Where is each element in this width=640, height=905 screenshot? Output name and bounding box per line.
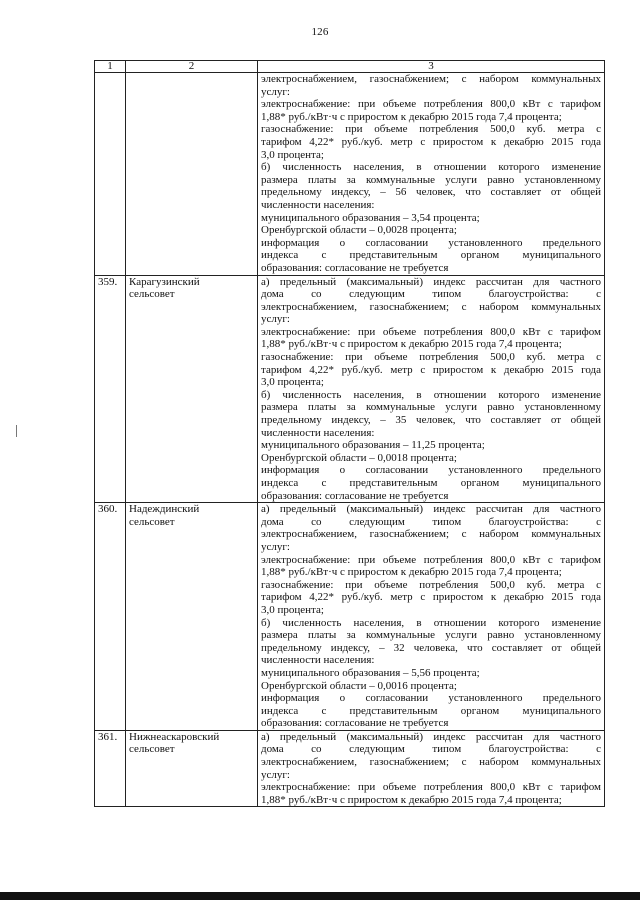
description-line: электроснабжением, газоснабжением; с набором коммунальных [261,300,601,313]
description-line: б) численность населения, в отношении которого изменение [261,616,601,629]
index-description [258,275,605,503]
description-line: а) предельный (максимальный) индекс рассчитан для частного [261,730,601,743]
description-line: 1,88* руб./кВт·ч с приростом к декабрю 2015 года 7,4 процента; [261,566,562,579]
municipality-name-line: Карагузинский [129,275,200,288]
description-line: информация о согласовании установленного предельного [261,464,601,477]
description-line: Оренбургской области – 0,0018 процента; [261,451,457,464]
row-number: 361. [95,730,126,807]
column-header-1: 1 [95,61,126,73]
description-line: предельному индексу, – 56 человек, что составляет от общей [261,186,601,199]
municipality-name-line: сельсовет [129,743,175,756]
description-line: электроснабжение: при объеме потребления 800,0 кВт с тарифом [261,781,601,794]
description-line: б) численность населения, в отношении которого изменение [261,388,601,401]
municipality-name [126,73,258,276]
description-line: б) численность населения, в отношении которого изменение [261,161,601,174]
index-description [258,730,605,807]
description-line: муниципального образования – 11,25 процента; [261,439,485,452]
description-line: газоснабжение: при объеме потребления 500,0 куб. метра с [261,578,601,591]
table-row [95,275,605,503]
description-line: предельному индексу, – 32 человека, что составляет от общей [261,641,601,654]
row-number: 360. [95,503,126,731]
description-line: электроснабжением, газоснабжением; с набором коммунальных [261,73,601,85]
description-line: предельному индексу, – 35 человек, что составляет от общей [261,414,601,427]
table-row [95,730,605,807]
table-row [95,73,605,276]
scan-border-bottom [0,892,640,900]
table-row [95,503,605,731]
description-line: 1,88* руб./кВт·ч с приростом к декабрю 2015 года 7,4 процента; [261,110,562,123]
description-line: тарифом 4,22* руб./куб. метр с приростом к декабрю 2015 года [261,591,601,604]
municipality-name [126,275,258,503]
table-header-row [95,61,605,73]
municipality-name-line: сельсовет [129,288,175,301]
description-line: размера платы за коммунальные услуги равно установленному [261,401,601,414]
page-number: 126 [311,26,329,38]
description-line: услуг: [261,313,290,326]
description-line: электроснабжение: при объеме потребления 800,0 кВт с тарифом [261,325,601,338]
description-line: численности населения: [261,198,375,211]
table-body [95,73,605,807]
description-line: услуг: [261,768,290,781]
description-line: информация о согласовании установленного предельного [261,236,601,249]
description-line: 3,0 процента; [261,603,324,616]
description-line: муниципального образования – 5,56 процента; [261,666,480,679]
description-line: дома со следующим типом благоустройства: с [261,743,601,756]
scan-mark [16,425,17,437]
description-line: индекса с представительным органом муниципального [261,249,601,262]
municipality-name-line: Надеждинский [129,503,200,516]
row-number: 359. [95,275,126,503]
description-line: газоснабжение: при объеме потребления 500,0 куб. метра с [261,123,601,136]
description-line: электроснабжением, газоснабжением; с набором коммунальных [261,528,601,541]
description-line: Оренбургской области – 0,0028 процента; [261,224,457,237]
municipality-name [126,730,258,807]
description-line: тарифом 4,22* руб./куб. метр с приростом к декабрю 2015 года [261,363,601,376]
description-line: информация о согласовании установленного предельного [261,692,601,705]
column-header-3: 3 [258,61,605,73]
municipality-name [126,503,258,731]
description-line: а) предельный (максимальный) индекс рассчитан для частного [261,503,601,516]
description-line: Оренбургской области – 0,0016 процента; [261,679,457,692]
description-line: размера платы за коммунальные услуги равно установленному [261,173,601,186]
description-line: 1,88* руб./кВт·ч с приростом к декабрю 2015 года 7,4 процента; [261,793,562,806]
description-line: размера платы за коммунальные услуги равно установленному [261,629,601,642]
row-number [95,73,126,276]
description-line: электроснабжением, газоснабжением; с набором коммунальных [261,756,601,769]
description-line: индекса с представительным органом муниципального [261,477,601,489]
column-header-2: 2 [126,61,258,73]
description-line: а) предельный (максимальный) индекс рассчитан для частного [261,275,601,288]
description-line: индекса с представительным органом муниципального [261,704,601,717]
municipality-name-line: Нижнеаскаровский [129,730,220,743]
description-line: дома со следующим типом благоустройства: с [261,515,601,528]
description-line: муниципального образования – 3,54 процента; [261,211,480,224]
description-line: услуг: [261,540,290,553]
description-line: образования: согласование не требуется [261,717,449,730]
description-line: 3,0 процента; [261,148,324,161]
description-line: дома со следующим типом благоустройства: с [261,288,601,301]
description-line: 1,88* руб./кВт·ч с приростом к декабрю 2015 года 7,4 процента; [261,338,562,351]
description-line: численности населения: [261,654,375,667]
description-line: электроснабжение: при объеме потребления 800,0 кВт с тарифом [261,553,601,566]
municipality-name-line: сельсовет [129,515,175,528]
index-description [258,503,605,731]
data-table [94,60,605,807]
description-line: электроснабжение: при объеме потребления 800,0 кВт с тарифом [261,98,601,111]
index-description [258,73,605,276]
description-line: образования: согласование не требуется [261,489,449,502]
description-line: услуг: [261,85,290,98]
description-line: 3,0 процента; [261,376,324,389]
description-line: тарифом 4,22* руб./куб. метр с приростом к декабрю 2015 года [261,135,601,148]
description-line: образования: согласование не требуется [261,261,449,274]
description-line: газоснабжение: при объеме потребления 500,0 куб. метра с [261,351,601,364]
description-line: численности населения: [261,426,375,439]
